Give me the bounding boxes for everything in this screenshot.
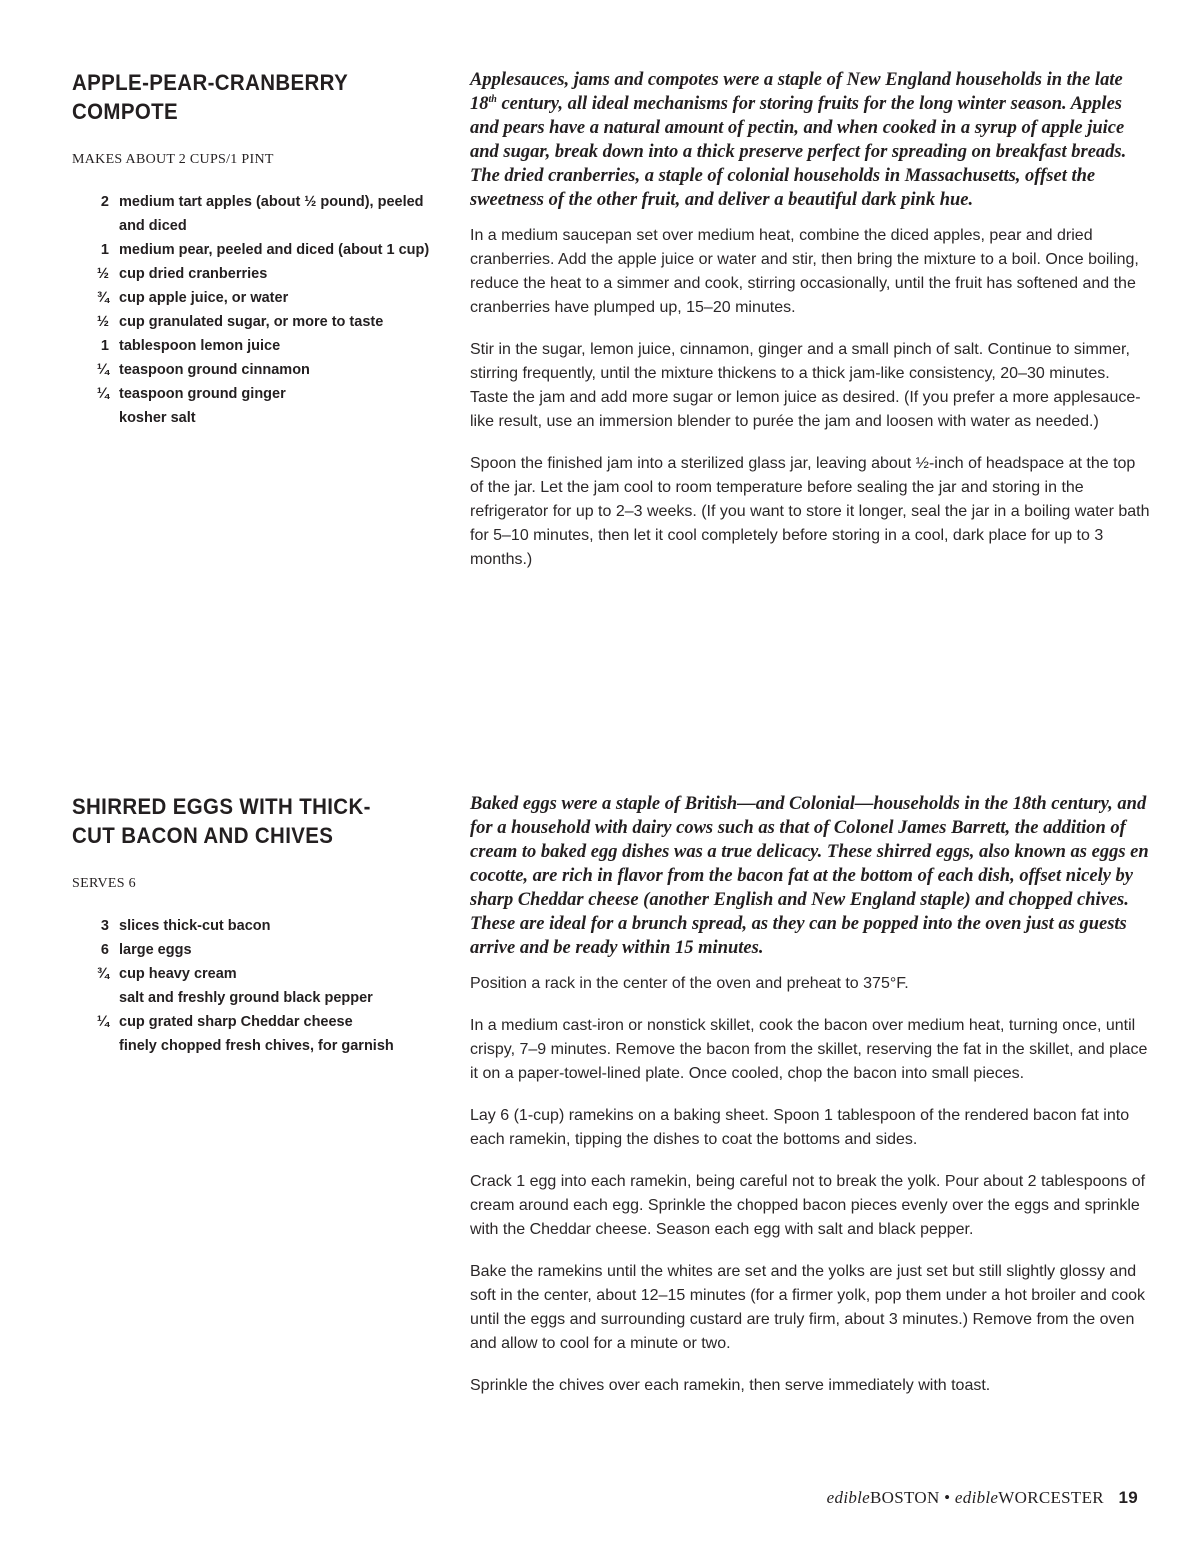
ingredient-qty: 2 (100, 194, 109, 210)
method-step: Lay 6 (1-cup) ramekins on a baking sheet. Spoon 1 tablespoon of the rendered bacon fat into each ramekin, tipping the dishes to coat the bottoms and sides. (470, 1107, 1130, 1148)
ingredient-text: tablespoon lemon juice (119, 338, 281, 354)
ingredient-item (72, 938, 442, 962)
ingredient-text: large eggs (119, 942, 192, 958)
ingredient-text: cup grated sharp Cheddar cheese (119, 1014, 353, 1030)
publication-prefix: edible (826, 1488, 871, 1507)
method-column (470, 792, 1150, 1416)
ingredient-item (72, 334, 442, 358)
recipe-yield: MAKES ABOUT 2 CUPS/1 PINT (72, 152, 274, 167)
ingredient-item (72, 1034, 442, 1058)
ingredient-qty: 3 (100, 918, 109, 934)
ingredient-qty: 6 (100, 942, 109, 958)
ingredient-text: teaspoon ground cinnamon (119, 362, 310, 378)
ingredient-item (72, 310, 442, 334)
footer-bullet: • (944, 1488, 951, 1507)
publication-name: WORCESTER (998, 1488, 1104, 1507)
ingredient-text: medium pear, peeled and diced (about 1 cup) (119, 242, 430, 258)
ingredient-item (72, 238, 442, 262)
ingredient-item (72, 914, 442, 938)
ingredient-qty: ¼ (96, 1014, 109, 1030)
ingredient-qty: 1 (100, 338, 109, 354)
intro-text-continued: century, all ideal mechanisms for storing fruits for the long winter season. Apples and pears have a natural amount of pectin, and when cooked in a syrup of apple juice and sugar, break down into a thick preserve perfect for spreading on breakfast breads. The dried cranberries, a staple of colonial households in Massachusetts, offset the sweetness of the other fruit, and deliver a beautiful dark pink hue. (470, 94, 1127, 210)
ingredient-qty: ¼ (96, 362, 109, 378)
publication-prefix: edible (954, 1488, 999, 1507)
recipe-yield: SERVES 6 (72, 876, 136, 891)
method-step: Position a rack in the center of the oven and preheat to 375°F. (470, 975, 909, 992)
ingredient-qty: ¾ (96, 966, 109, 982)
ingredient-text: medium tart apples (about ½ pound), peeled and diced (119, 194, 424, 234)
ingredient-text: cup heavy cream (119, 966, 237, 982)
ingredient-item (72, 382, 442, 406)
recipe-intro: Baked eggs were a staple of British—and Colonial—households in the 18th century, and for a household with dairy cows such as that of Colonel James Barrett, the addition of cream to baked egg dishes was a true delicacy. These shirred eggs, also known as eggs en cocotte, are rich in flavor from the bacon fat at the bottom of each dish, offset nicely by sharp Cheddar cheese (another English and New England staple) and chopped chives. These are ideal for a brunch spread, as they can be popped into the oven just as guests arrive and be ready within 15 minutes. (470, 794, 1149, 958)
method-step: In a medium cast-iron or nonstick skillet, cook the bacon over medium heat, turning once, until crispy, 7–9 minutes. Remove the bacon from the skillet, reserving the fat in the skillet, and place it on a paper-towel-lined plate. Once cooled, chop the bacon into small pieces. (470, 1017, 1148, 1082)
ingredient-text: finely chopped fresh chives, for garnish (119, 1038, 394, 1054)
ingredient-text: cup granulated sugar, or more to taste (119, 314, 384, 330)
ingredient-text: teaspoon ground ginger (119, 386, 286, 402)
ingredient-qty: ½ (96, 314, 109, 330)
ingredient-qty: ¼ (96, 386, 109, 402)
method-column (470, 68, 1150, 590)
ingredient-text: kosher salt (119, 410, 196, 426)
ingredient-item (72, 962, 442, 986)
method-step: Bake the ramekins until the whites are set and the yolks are just set but still slightly glossy and soft in the center, about 12–15 minutes (for a firmer yolk, pop them under a hot broiler and cook until the eggs and surrounding custard are truly firm, about 3 minutes.) Remove from the oven and allow to cool for a minute or two. (470, 1263, 1146, 1352)
ingredient-text: slices thick-cut bacon (119, 918, 271, 934)
ingredient-qty: ¾ (96, 290, 109, 306)
ingredient-item (72, 406, 442, 430)
intro-superscript: th (488, 93, 497, 105)
ingredient-list (72, 914, 442, 1058)
ingredient-item (72, 986, 442, 1010)
page-footer (827, 1488, 1138, 1508)
intro-text: Applesauces, jams and compotes were a staple of New England households in the late 18 (470, 70, 1123, 114)
method-step: In a medium saucepan set over medium heat, combine the diced apples, pear and dried cranberries. Add the apple juice or water and stir, then bring the mixture to a boil. Once boiling, reduce the heat to a simmer and cook, stirring occasionally, until the fruit has softened and the cranberries have plumped up, 15–20 minutes. (470, 227, 1139, 316)
recipe-intro (470, 68, 1150, 212)
ingredient-text: cup dried cranberries (119, 266, 268, 282)
ingredient-list (72, 190, 442, 430)
ingredient-text: cup apple juice, or water (119, 290, 289, 306)
recipe-title: APPLE-PEAR-CRANBERRY COMPOTE (72, 70, 348, 124)
method-step: Crack 1 egg into each ramekin, being careful not to break the yolk. Pour about 2 tablespoons of cream around each egg. Sprinkle the chopped bacon pieces evenly over the eggs and sprinkle with the Cheddar cheese. Season each egg with salt and black pepper. (470, 1173, 1146, 1238)
ingredients-column (72, 68, 442, 430)
method-step: Spoon the finished jam into a sterilized glass jar, leaving about ½-inch of headspace at the top of the jar. Let the jam cool to room temperature before sealing the jar and storing in the refrigerator for up to 2–3 weeks. (If you want to store it longer, seal the jar in a boiling water bath for 5–10 minutes, then let it cool completely before storing in a cool, dark place for up to 3 months.) (470, 455, 1150, 568)
publication-name: BOSTON (870, 1488, 940, 1507)
method-step: Stir in the sugar, lemon juice, cinnamon, ginger and a small pinch of salt. Continue to simmer, stirring frequently, until the mixture thickens to a thick jam-like consistency, 20–30 minutes. Taste the jam and add more sugar or lemon juice as desired. (If you prefer a more applesauce-like result, use an immersion blender to purée the jam and loosen with water as needed.) (470, 341, 1141, 430)
recipe-title: SHIRRED EGGS WITH THICK-CUT BACON AND CHIVES (72, 794, 371, 848)
method-step: Sprinkle the chives over each ramekin, then serve immediately with toast. (470, 1377, 991, 1394)
ingredient-item (72, 358, 442, 382)
ingredients-column (72, 792, 442, 1058)
ingredient-item (72, 286, 442, 310)
ingredient-qty: 1 (100, 242, 109, 258)
page-number: 19 (1118, 1488, 1138, 1507)
ingredient-text: salt and freshly ground black pepper (119, 990, 373, 1006)
ingredient-item (72, 190, 442, 238)
ingredient-qty: ½ (96, 266, 109, 282)
ingredient-item (72, 262, 442, 286)
ingredient-item (72, 1010, 442, 1034)
